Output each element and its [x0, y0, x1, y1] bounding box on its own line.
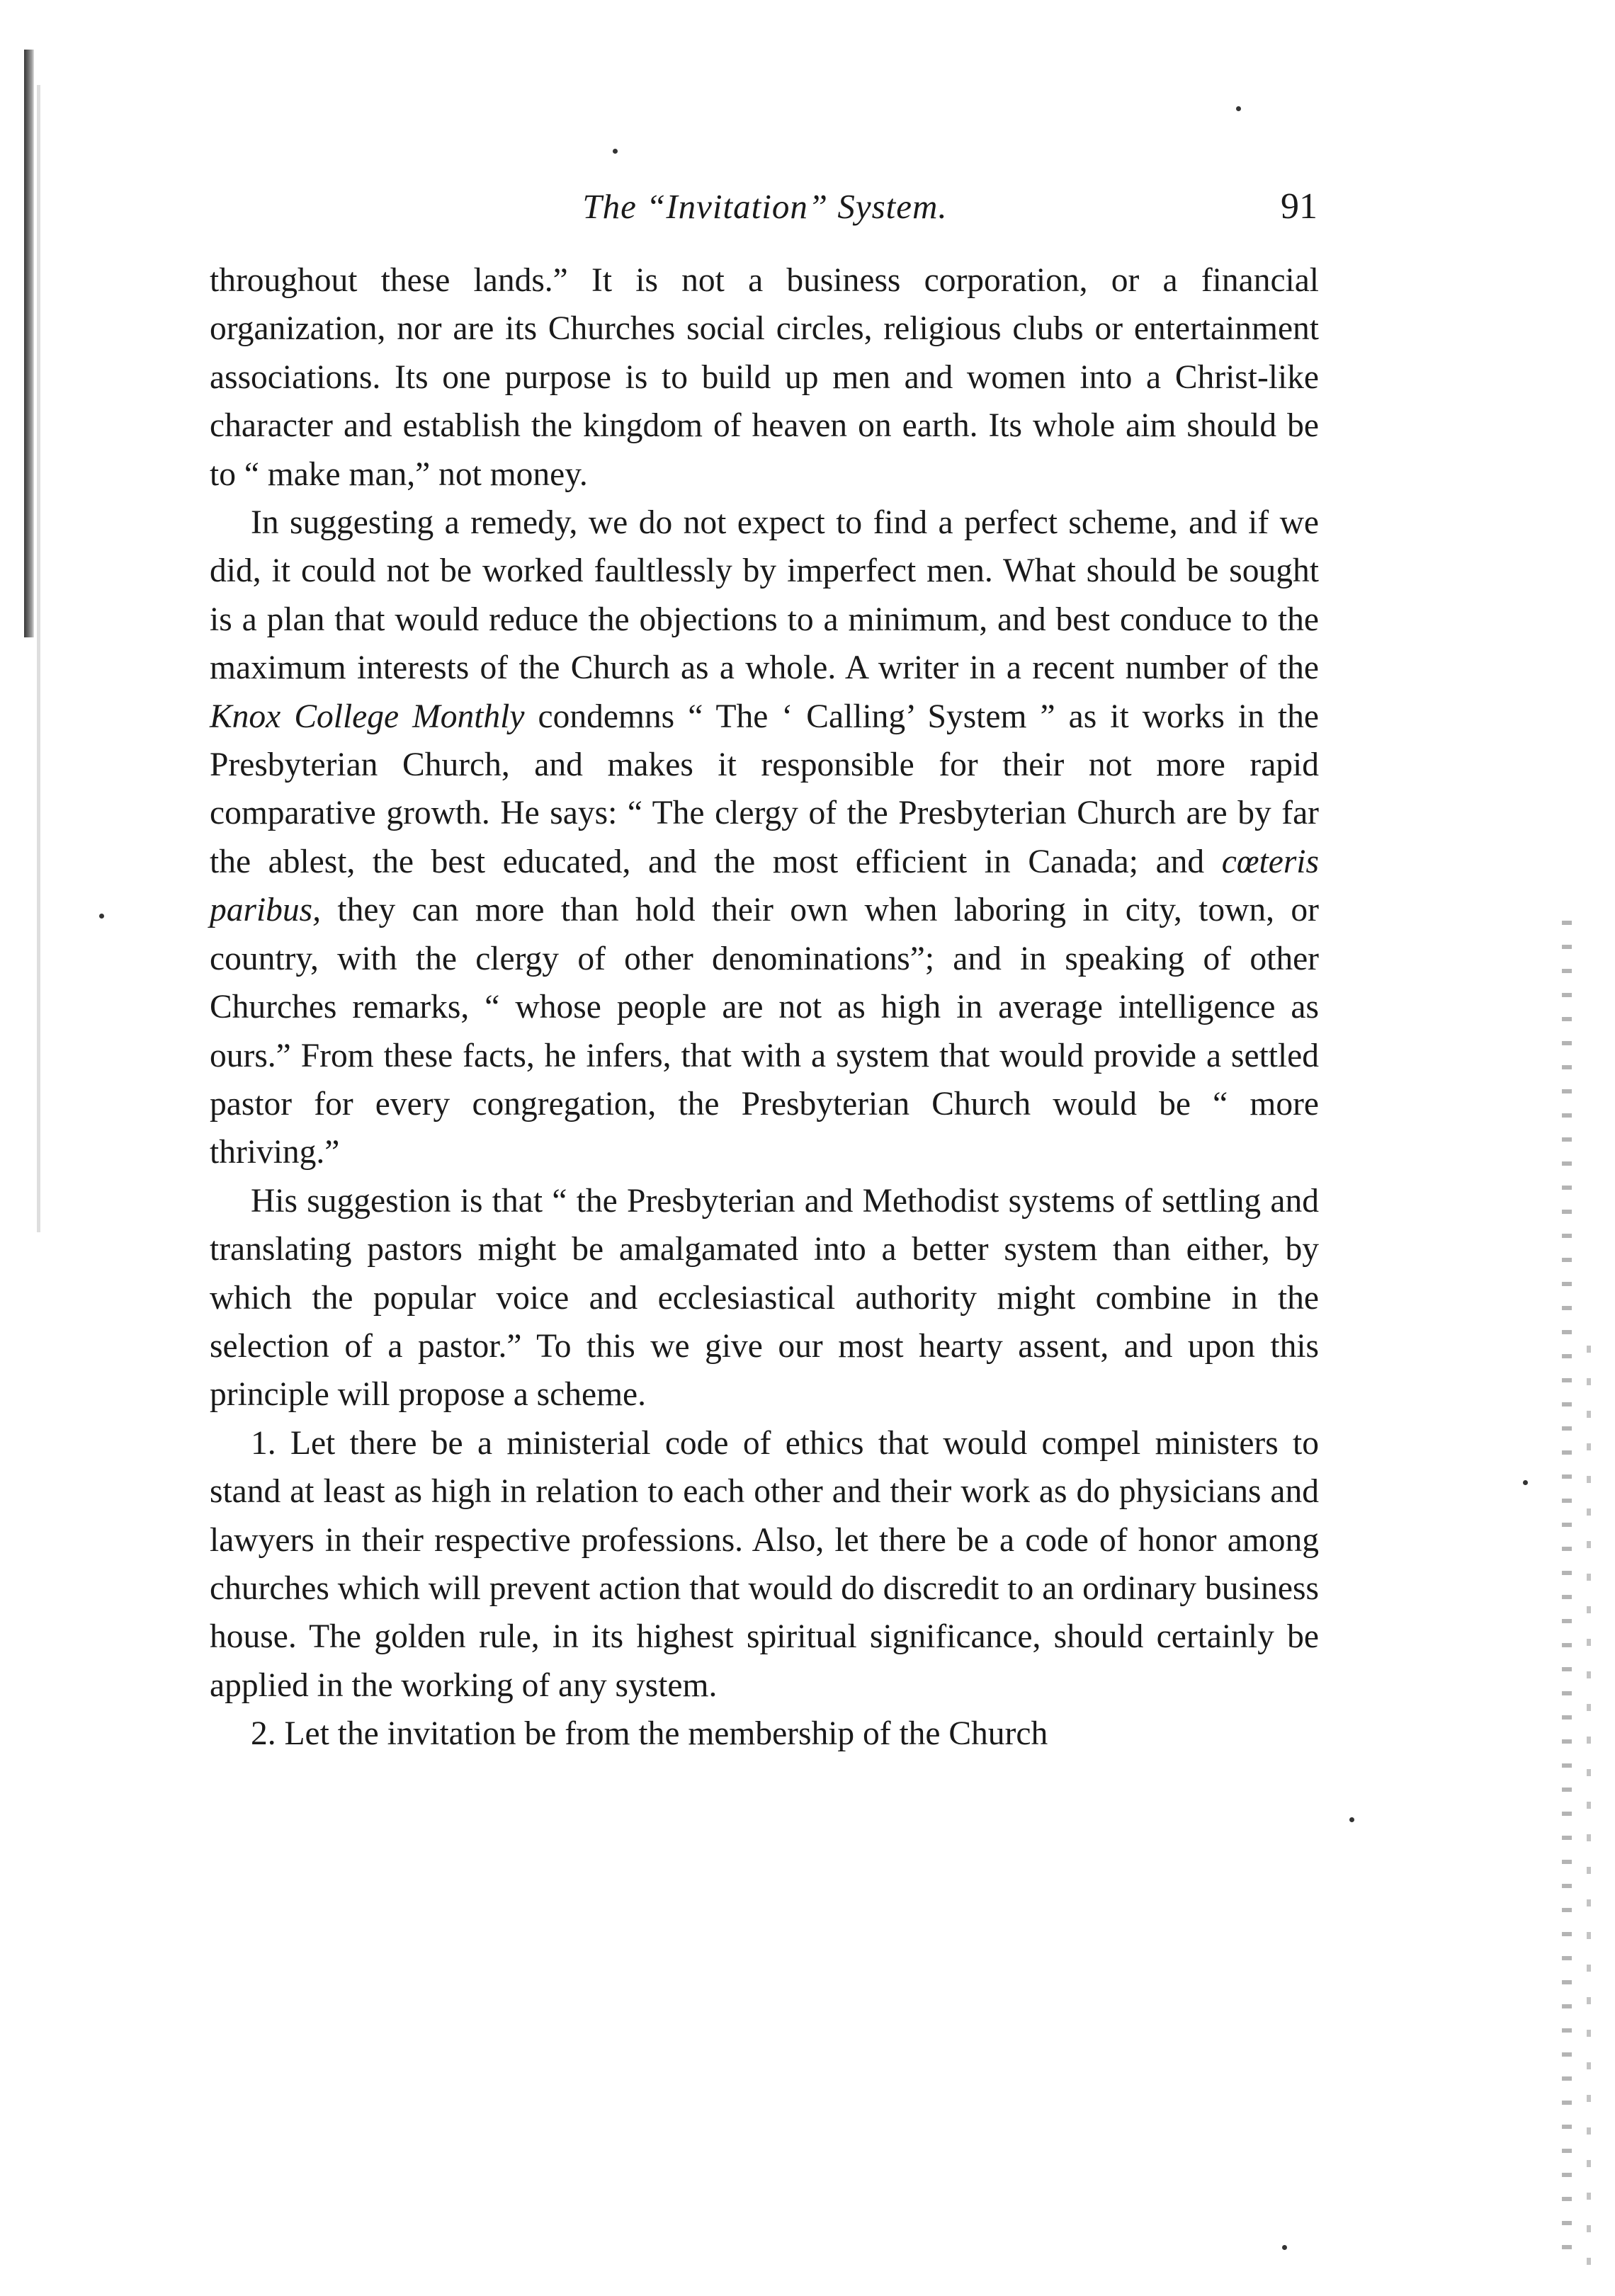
text-run: In suggesting a remedy, we do not expect to find a perfect scheme, and if we did, it could not be worked faultlessly by imperfect men. What should be sought is a plan that would reduce the objections to a minimum, and best conduce to the maximum interests of the Church as a whole. A writer in a recent number of the: [210, 504, 1319, 687]
binding-shadow-faint: [37, 85, 40, 1232]
page-header: [212, 178, 1318, 235]
paragraph: [210, 256, 1319, 499]
paragraph: [210, 499, 1319, 1177]
text-run: 1. Let there be a ministerial code of ethics that would compel ministers to stand at least as high in relation to each other and their work as do physicians and lawyers in their respective professions. Also, let there be a code of honor among churches which will prevent action that would do discredit to an ordinary business house. The golden rule, in its highest spiritual significance, should certainly be applied in the working of any system.: [210, 1424, 1319, 1704]
italic-text: cœteris paribus,: [210, 843, 1319, 929]
body-text: [210, 256, 1319, 1758]
paragraph: [210, 1710, 1319, 1758]
text-run: they can more than hold their own when laboring in city, town, or country, with the clergy of other denominations”; and in speaking of other Churches remarks, “ whose people are not as high in average intelligence as ours.” From these facts, he infers, that with a system that would provide a settled pastor for every congregation, the Presbyterian Church would be “ more thriving.”: [210, 892, 1319, 1171]
text-run: throughout these lands.” It is not a business corporation, or a financial organization, nor are its Churches social circles, religious clubs or entertainment associations. Its one purpose is to build up men and women into a Christ-like character and establish the kingdom of heaven on earth. Its whole aim should be to “ make man,” not money.: [210, 262, 1319, 493]
scan-edge-speckle: [1562, 921, 1572, 2266]
scan-speck: [1282, 2245, 1287, 2250]
scan-speck: [613, 149, 618, 154]
binding-shadow: [24, 50, 34, 637]
italic-text: Knox College Monthly: [210, 698, 525, 735]
scan-speck: [99, 914, 104, 919]
scan-speck: [1236, 106, 1241, 111]
text-run: 2. Let the invitation be from the membership of the Church: [251, 1715, 1048, 1753]
running-title: The “Invitation” System.: [582, 187, 948, 226]
text-run: His suggestion is that “ the Presbyterian and Methodist systems of settling and translating pastors might be amalgamated into a better system than either, by which the popular voice and ecclesiastical authority might combine in the selection of a pastor.” To this we give our most hearty assent, and upon this principle will propose a scheme.: [210, 1182, 1319, 1414]
page-number: 91: [1281, 186, 1318, 227]
text-run: condemns “ The ‘ Calling’ System ” as it works in the Presbyterian Church, and makes it responsible for their not more rapid comparative growth. He says: “ The clergy of the Presbyterian Church are by far the ablest, the best educated, and the most efficient in Canada; and: [210, 698, 1319, 880]
scan-speck: [1523, 1480, 1528, 1485]
paragraph: [210, 1177, 1319, 1419]
paragraph: [210, 1419, 1319, 1710]
scan-speck: [1349, 1817, 1354, 1822]
scan-edge-speckle-outer: [1587, 1346, 1591, 2266]
